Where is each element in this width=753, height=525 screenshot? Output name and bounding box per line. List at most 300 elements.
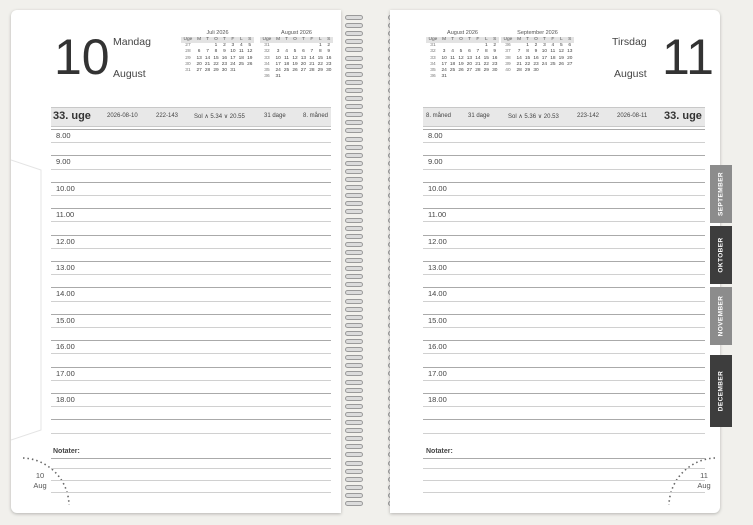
calendar-day: 14 xyxy=(516,55,522,61)
calendar-day: 3 xyxy=(442,49,446,55)
calendar-day: 7 xyxy=(206,49,209,55)
calendar-day: 9 xyxy=(327,49,331,55)
calendar-day: 12 xyxy=(458,55,464,61)
schedule-line xyxy=(423,380,705,381)
schedule-line xyxy=(51,208,331,209)
calendar-day xyxy=(246,74,254,80)
calendar-day: 1 xyxy=(526,43,529,49)
time-label: 12.00 xyxy=(428,236,447,246)
week-number: 36 xyxy=(430,74,436,80)
calendar-day: 2 xyxy=(534,43,538,49)
calendar-day: 13 xyxy=(300,55,307,61)
calendar-day: 20 xyxy=(567,55,573,61)
calendar-day: 30 xyxy=(533,68,539,74)
calendar-day: 30 xyxy=(221,68,228,74)
calendar-day: 24 xyxy=(541,61,548,67)
calendar-day: 17 xyxy=(230,55,236,61)
month-days: 31 dage xyxy=(468,113,490,119)
calendar-day: 1 xyxy=(214,43,218,49)
calendar-day: 22 xyxy=(213,61,219,67)
weekday: Mandag xyxy=(113,36,151,48)
schedule-line xyxy=(423,406,705,407)
schedule-line xyxy=(423,353,705,354)
calendar-day: 30 xyxy=(492,68,498,74)
time-label: 15.00 xyxy=(56,315,75,325)
calendar-day: 13 xyxy=(466,55,473,61)
month-name: August xyxy=(113,68,146,80)
week-number: 36 xyxy=(264,74,270,80)
mini-calendar-august xyxy=(260,30,333,80)
schedule-line xyxy=(51,221,331,222)
calendar-day: 17 xyxy=(541,55,548,61)
week-label: 33. uge xyxy=(664,110,702,122)
week-number: 36 xyxy=(505,43,511,49)
calendar-day: 4 xyxy=(239,43,243,49)
tab-oktober[interactable] xyxy=(710,226,732,284)
calendar-day: 3 xyxy=(543,43,546,49)
schedule-line xyxy=(423,301,705,302)
time-label: 17.00 xyxy=(56,368,75,378)
schedule-line xyxy=(423,393,705,394)
weekday-abbrev: O xyxy=(212,37,220,43)
corner-month: Aug xyxy=(697,481,711,490)
calendar-day: 21 xyxy=(516,61,522,67)
calendar-day xyxy=(282,74,290,80)
day-count: 222-143 xyxy=(156,113,179,119)
calendar-day: 18 xyxy=(238,55,244,61)
week-number: 34 xyxy=(430,61,436,67)
schedule-line xyxy=(51,393,331,394)
notes-line xyxy=(51,480,331,481)
calendar-day: 28 xyxy=(204,68,211,74)
tab-september[interactable] xyxy=(710,165,732,223)
weekday-abbrev: S xyxy=(566,37,574,43)
calendar-day xyxy=(237,74,245,80)
calendar-day: 10 xyxy=(275,55,281,61)
time-label: 14.00 xyxy=(428,289,447,299)
schedule-line xyxy=(51,155,331,156)
calendar-day: 11 xyxy=(550,49,556,55)
left-page xyxy=(11,10,341,513)
weekday-abbrev: Uge xyxy=(181,37,195,43)
notes-label: Notater: xyxy=(426,448,453,455)
calendar-day xyxy=(195,74,203,80)
week-number: 31 xyxy=(430,43,436,49)
calendar-day xyxy=(291,74,299,80)
calendar-day: 25 xyxy=(449,68,456,74)
calendar-day: 9 xyxy=(223,49,226,55)
time-label: 9.00 xyxy=(428,157,443,167)
calendar-day: 12 xyxy=(292,55,298,61)
mini-calendar-september xyxy=(501,30,574,80)
calendar-day: 16 xyxy=(221,55,228,61)
calendar-day: 12 xyxy=(558,49,564,55)
week-number: 32 xyxy=(264,49,270,55)
schedule-line xyxy=(423,433,705,434)
corner-dotted-arc xyxy=(660,450,720,513)
notes-line xyxy=(51,458,331,459)
calendar-day: 16 xyxy=(492,55,498,61)
weekday-abbrev: T xyxy=(465,37,473,43)
mini-calendar-week xyxy=(426,74,499,80)
calendar-day xyxy=(229,74,237,80)
corner-day: 10 xyxy=(35,471,45,480)
calendar-day: 16 xyxy=(326,55,332,61)
schedule-line xyxy=(51,182,331,183)
week-number: 29 xyxy=(185,55,191,61)
week-number: 35 xyxy=(264,68,270,74)
calendar-day: 6 xyxy=(197,49,201,55)
schedule-line xyxy=(51,287,331,288)
calendar-day: 19 xyxy=(558,55,564,61)
calendar-day: 20 xyxy=(466,61,473,67)
calendar-day xyxy=(448,74,456,80)
mini-calendar-title: August 2026 xyxy=(281,30,312,36)
calendar-day: 9 xyxy=(493,49,497,55)
calendar-day xyxy=(299,74,307,80)
calendar-day: 15 xyxy=(317,55,323,61)
calendar-day: 18 xyxy=(449,61,456,67)
time-label: 18.00 xyxy=(56,395,75,404)
mini-calendar-title: September 2026 xyxy=(517,30,558,36)
weekday-abbrev: F xyxy=(549,37,557,43)
calendar-day: 21 xyxy=(475,61,481,67)
calendar-day: 15 xyxy=(483,55,489,61)
week-info-bar xyxy=(51,107,331,127)
calendar-day: 26 xyxy=(292,68,298,74)
schedule-line xyxy=(51,274,331,275)
schedule-line xyxy=(423,129,705,130)
calendar-day xyxy=(474,74,482,80)
calendar-day: 8 xyxy=(318,49,322,55)
week-number: 40 xyxy=(505,68,511,74)
weekday-abbrev: L xyxy=(237,37,245,43)
calendar-day: 4 xyxy=(285,49,288,55)
calendar-day: 26 xyxy=(247,61,253,67)
calendar-day: 31 xyxy=(230,68,236,74)
calendar-day: 22 xyxy=(524,61,531,67)
calendar-day: 23 xyxy=(533,61,539,67)
calendar-day: 2 xyxy=(223,43,226,49)
calendar-day xyxy=(532,74,540,80)
time-label: 18.00 xyxy=(428,395,447,404)
tab-label: NOVEMBER xyxy=(717,295,725,337)
schedule-line xyxy=(423,208,705,209)
month-days: 31 dage xyxy=(264,113,286,119)
week-number xyxy=(501,74,515,80)
tab-label: SEPTEMBER xyxy=(717,171,725,217)
weekday-abbrev: L xyxy=(316,37,324,43)
calendar-day: 25 xyxy=(238,61,244,67)
calendar-day: 18 xyxy=(283,61,290,67)
calendar-day: 14 xyxy=(475,55,481,61)
calendar-day: 31 xyxy=(441,74,447,80)
weekday-abbrev: T xyxy=(523,37,531,43)
calendar-day: 14 xyxy=(204,55,211,61)
schedule-line xyxy=(51,340,331,341)
schedule-line xyxy=(51,261,331,262)
tab-label: OKTOBER xyxy=(717,237,725,273)
corner-month: Aug xyxy=(33,481,47,490)
calendar-day xyxy=(220,74,228,80)
calendar-day: 13 xyxy=(567,49,573,55)
calendar-day xyxy=(308,74,316,80)
calendar-day: 27 xyxy=(300,68,307,74)
calendar-day: 6 xyxy=(468,49,471,55)
calendar-day xyxy=(325,74,333,80)
time-label: 10.00 xyxy=(428,183,447,193)
week-number: 33 xyxy=(430,55,436,61)
tab-november[interactable] xyxy=(710,287,732,345)
week-number: 34 xyxy=(264,61,270,67)
calendar-day: 19 xyxy=(458,61,464,67)
schedule-line xyxy=(423,221,705,222)
time-label: 17.00 xyxy=(428,368,447,378)
schedule-line xyxy=(51,367,331,368)
week-number: 37 xyxy=(505,49,511,55)
calendar-day xyxy=(316,74,324,80)
calendar-day xyxy=(457,74,465,80)
mini-calendar-august xyxy=(426,30,499,80)
calendar-day xyxy=(482,74,490,80)
week-number: 33 xyxy=(264,55,270,61)
week-number: 28 xyxy=(185,49,191,55)
calendar-day xyxy=(540,74,548,80)
schedule-line xyxy=(423,327,705,328)
calendar-day: 23 xyxy=(492,61,498,67)
calendar-day: 8 xyxy=(526,49,529,55)
sun-times: Sol ∧ 5.36 ∨ 20.53 xyxy=(508,114,559,120)
schedule-line xyxy=(423,261,705,262)
calendar-day xyxy=(557,74,565,80)
notes-line xyxy=(423,492,705,493)
calendar-day: 24 xyxy=(230,61,236,67)
calendar-day: 18 xyxy=(550,55,556,61)
calendar-day: 20 xyxy=(196,61,202,67)
schedule-line xyxy=(51,142,331,143)
calendar-day: 4 xyxy=(551,43,555,49)
calendar-day: 24 xyxy=(441,68,447,74)
weekday-abbrev: F xyxy=(308,37,316,43)
weekday-abbrev: S xyxy=(325,37,333,43)
date-text: 2026-08-11 xyxy=(617,113,648,119)
date-text: 2026-08-10 xyxy=(107,113,138,119)
calendar-day: 2 xyxy=(327,43,331,49)
calendar-day: 22 xyxy=(317,61,323,67)
week-number: 39 xyxy=(505,61,511,67)
week-number: 32 xyxy=(430,49,436,55)
schedule-line xyxy=(423,195,705,196)
notes-line xyxy=(423,468,705,469)
schedule-line xyxy=(423,287,705,288)
calendar-day: 7 xyxy=(517,49,521,55)
week-number: 38 xyxy=(505,55,511,61)
schedule-line xyxy=(51,353,331,354)
page-edge-notch xyxy=(11,140,51,460)
calendar-day: 10 xyxy=(541,49,548,55)
weekday-abbrev: O xyxy=(291,37,299,43)
calendar-day: 24 xyxy=(275,68,281,74)
calendar-day: 6 xyxy=(302,49,305,55)
weekday-abbrev: Uge xyxy=(426,37,440,43)
weekday-abbrev: S xyxy=(491,37,499,43)
notes-line xyxy=(423,458,705,459)
weekday-abbrev: F xyxy=(229,37,237,43)
weekday-abbrev: T xyxy=(220,37,228,43)
week-label: 33. uge xyxy=(53,110,91,122)
calendar-day: 1 xyxy=(484,43,488,49)
weekday-abbrev: M xyxy=(274,37,282,43)
schedule-line xyxy=(423,248,705,249)
schedule-line xyxy=(51,235,331,236)
day-number: 10 xyxy=(54,29,110,85)
week-number: 35 xyxy=(430,68,436,74)
schedule-line xyxy=(51,327,331,328)
calendar-day: 29 xyxy=(213,68,219,74)
time-label: 10.00 xyxy=(56,183,75,193)
time-label: 16.00 xyxy=(56,342,75,352)
calendar-day: 25 xyxy=(283,68,290,74)
weekday-abbrev: M xyxy=(515,37,523,43)
weekday-abbrev: T xyxy=(540,37,548,43)
calendar-day: 26 xyxy=(458,68,464,74)
calendar-day: 3 xyxy=(231,43,235,49)
time-label: 12.00 xyxy=(56,236,75,246)
calendar-day: 27 xyxy=(466,68,473,74)
calendar-day: 15 xyxy=(524,55,531,61)
schedule-line xyxy=(423,419,705,420)
calendar-day: 3 xyxy=(276,49,280,55)
calendar-day: 20 xyxy=(300,61,307,67)
weekday-abbrev: L xyxy=(557,37,565,43)
calendar-day: 23 xyxy=(326,61,332,67)
calendar-day: 11 xyxy=(450,55,456,61)
calendar-day: 25 xyxy=(550,61,556,67)
schedule-line xyxy=(51,129,331,130)
schedule-line xyxy=(423,169,705,170)
weekday-abbrev: T xyxy=(282,37,290,43)
calendar-day xyxy=(523,74,531,80)
weekday-abbrev: F xyxy=(474,37,482,43)
time-label: 8.00 xyxy=(428,131,443,140)
calendar-day: 14 xyxy=(309,55,315,61)
calendar-day: 29 xyxy=(524,68,531,74)
schedule-line xyxy=(423,367,705,368)
calendar-day: 19 xyxy=(247,55,253,61)
calendar-day: 7 xyxy=(310,49,314,55)
calendar-day: 27 xyxy=(196,68,202,74)
calendar-day: 11 xyxy=(238,49,244,55)
schedule-line xyxy=(51,301,331,302)
calendar-day: 4 xyxy=(451,49,454,55)
day-number: 11 xyxy=(662,29,714,85)
mini-calendar-july xyxy=(181,30,254,80)
schedule-line xyxy=(51,169,331,170)
mini-calendar-week xyxy=(501,74,574,80)
corner-day: 11 xyxy=(700,471,708,480)
tab-december[interactable] xyxy=(710,355,732,427)
calendar-day: 23 xyxy=(221,61,228,67)
weekday-abbrev: T xyxy=(203,37,211,43)
calendar-day: 16 xyxy=(533,55,539,61)
weekday-abbrev: M xyxy=(195,37,203,43)
schedule-line xyxy=(423,340,705,341)
weekday: Tirsdag xyxy=(612,36,647,48)
week-number: 31 xyxy=(264,43,270,49)
calendar-day xyxy=(491,74,499,80)
calendar-day xyxy=(203,74,211,80)
week-info-bar xyxy=(423,107,705,127)
weekday-abbrev: M xyxy=(440,37,448,43)
calendar-day: 28 xyxy=(475,68,481,74)
time-label: 11.00 xyxy=(428,210,447,220)
week-number: 31 xyxy=(185,68,191,74)
schedule-line xyxy=(423,155,705,156)
calendar-day: 9 xyxy=(534,49,538,55)
calendar-day: 10 xyxy=(230,49,236,55)
weekday-abbrev: S xyxy=(246,37,254,43)
calendar-day xyxy=(212,74,220,80)
schedule-line xyxy=(51,406,331,407)
schedule-line xyxy=(51,248,331,249)
calendar-day: 17 xyxy=(441,61,447,67)
mini-calendar-title: Juli 2026 xyxy=(206,30,229,36)
calendar-day: 5 xyxy=(559,43,563,49)
calendar-day: 29 xyxy=(317,68,323,74)
mini-calendar-week xyxy=(181,74,254,80)
weekday-abbrev: O xyxy=(532,37,540,43)
weekday-abbrev: T xyxy=(448,37,456,43)
schedule-line xyxy=(51,419,331,420)
time-label: 15.00 xyxy=(428,315,447,325)
time-label: 16.00 xyxy=(428,342,447,352)
calendar-day: 26 xyxy=(558,61,564,67)
schedule-line xyxy=(423,274,705,275)
calendar-day: 28 xyxy=(309,68,315,74)
mini-calendar-title: August 2026 xyxy=(447,30,478,36)
calendar-day: 10 xyxy=(441,55,447,61)
mini-calendar-week xyxy=(260,74,333,80)
schedule-line xyxy=(51,380,331,381)
time-label: 11.00 xyxy=(56,210,75,220)
calendar-day: 29 xyxy=(483,68,489,74)
calendar-day: 27 xyxy=(567,61,573,67)
time-label: 14.00 xyxy=(56,289,75,299)
time-label: 8.00 xyxy=(56,131,71,140)
calendar-day: 13 xyxy=(196,55,202,61)
calendar-day: 30 xyxy=(326,68,332,74)
week-number xyxy=(181,74,195,80)
calendar-day xyxy=(515,74,523,80)
calendar-day: 5 xyxy=(248,43,252,49)
right-page xyxy=(390,10,720,513)
calendar-day: 5 xyxy=(293,49,297,55)
time-label: 13.00 xyxy=(428,263,447,272)
calendar-day: 19 xyxy=(292,61,298,67)
calendar-day xyxy=(465,74,473,80)
calendar-day: 21 xyxy=(204,61,211,67)
calendar-day: 17 xyxy=(275,61,281,67)
weekday-abbrev: O xyxy=(457,37,465,43)
calendar-day xyxy=(549,74,557,80)
calendar-day: 8 xyxy=(484,49,488,55)
month-name: August xyxy=(614,68,647,80)
sun-times: Sol ∧ 5.34 ∨ 20.55 xyxy=(194,114,245,120)
calendar-day: 1 xyxy=(318,43,322,49)
calendar-day: 6 xyxy=(568,43,572,49)
day-count: 223-142 xyxy=(577,113,600,119)
calendar-day: 2 xyxy=(493,43,497,49)
